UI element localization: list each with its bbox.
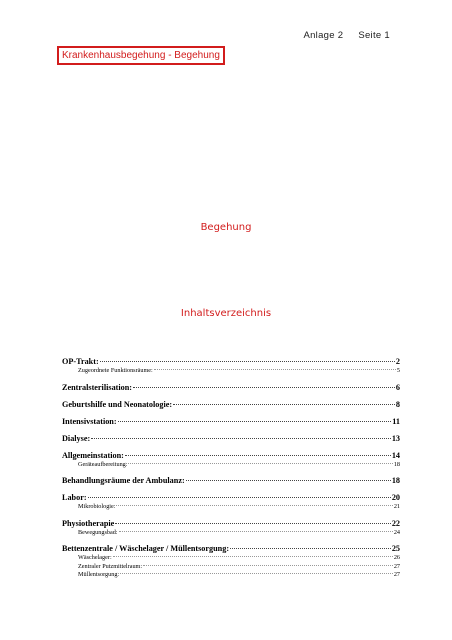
toc-subentry[interactable] bbox=[62, 554, 400, 563]
dot-leader bbox=[230, 548, 391, 549]
dot-leader bbox=[113, 556, 393, 557]
toc-entry[interactable] bbox=[62, 492, 400, 503]
toc-entry-title: Mikrobiologie: bbox=[78, 503, 116, 510]
toc-entry[interactable] bbox=[62, 399, 400, 410]
dot-leader bbox=[154, 369, 396, 370]
toc-entry[interactable] bbox=[62, 356, 400, 367]
toc-entry-page: 25 bbox=[391, 544, 400, 553]
toc-entry-title: Geburtshilfe und Neonatologie: bbox=[62, 399, 173, 409]
toc-entry-page: 27 bbox=[393, 571, 400, 578]
table-of-contents bbox=[62, 356, 400, 580]
toc-entry[interactable] bbox=[62, 518, 400, 529]
toc-entry-title: Labor: bbox=[62, 493, 87, 502]
page-number: Seite 1 bbox=[358, 30, 390, 41]
dot-leader bbox=[100, 361, 395, 362]
toc-subentry[interactable] bbox=[62, 461, 400, 470]
toc-entry-page: 24 bbox=[393, 528, 400, 536]
toc-subentry[interactable] bbox=[62, 571, 400, 580]
dot-leader bbox=[186, 480, 391, 481]
toc-entry[interactable] bbox=[62, 416, 400, 427]
toc-entry-title: Physiotherapie bbox=[62, 518, 115, 528]
toc-entry-title: Zugeordnete Funktionsräume: bbox=[78, 367, 153, 374]
dot-leader bbox=[118, 421, 392, 422]
toc-entry-page: 14 bbox=[391, 450, 400, 460]
toc-entry-title: Bewegungsbad: bbox=[78, 528, 118, 536]
toc-entry-title: Geräteaufbereitung: bbox=[78, 460, 128, 468]
toc-entry-title: Behandlungsräume der Ambulanz: bbox=[62, 476, 185, 485]
toc-entry-page: 5 bbox=[396, 367, 400, 374]
toc-subentry[interactable] bbox=[62, 503, 400, 512]
toc-entry-title: Müllentsorgung: bbox=[78, 571, 120, 578]
annex-label: Anlage 2 bbox=[303, 30, 344, 41]
toc-entry-page: 13 bbox=[391, 433, 400, 443]
toc-entry-page: 27 bbox=[393, 562, 400, 570]
toc-entry-page: 8 bbox=[395, 399, 400, 409]
toc-subentry[interactable] bbox=[62, 529, 400, 538]
toc-entry-page: 18 bbox=[393, 460, 400, 468]
dot-leader bbox=[119, 531, 393, 532]
toc-entry[interactable] bbox=[62, 382, 400, 393]
toc-entry[interactable] bbox=[62, 433, 400, 444]
dot-leader bbox=[133, 387, 395, 388]
toc-title: Inhaltsverzeichnis bbox=[180, 308, 272, 319]
dot-leader bbox=[88, 497, 391, 498]
toc-entry-title: Zentralsterilisation: bbox=[62, 382, 133, 392]
dot-leader bbox=[116, 505, 392, 506]
dot-leader bbox=[125, 455, 391, 456]
toc-subentry[interactable] bbox=[62, 563, 400, 572]
dot-leader bbox=[173, 404, 395, 405]
toc-entry-page: 11 bbox=[392, 416, 400, 426]
toc-entry-title: Wäschelager: bbox=[78, 554, 112, 561]
toc-entry-page: 20 bbox=[391, 493, 400, 502]
toc-entry[interactable] bbox=[62, 543, 400, 554]
toc-entry-title: Bettenzentrale / Wäschelager / Müllentsorgung: bbox=[62, 544, 230, 553]
dot-leader bbox=[128, 463, 392, 464]
dot-leader bbox=[115, 523, 391, 524]
toc-subentry[interactable] bbox=[62, 367, 400, 376]
toc-entry-page: 21 bbox=[393, 503, 400, 510]
document-label: Krankenhausbegehung - Begehung bbox=[57, 46, 225, 65]
toc-entry[interactable] bbox=[62, 475, 400, 486]
toc-entry-title: Dialyse: bbox=[62, 433, 91, 443]
page-header bbox=[303, 30, 390, 41]
toc-entry-page: 18 bbox=[391, 476, 400, 485]
toc-entry-title: Allgemeinstation: bbox=[62, 450, 124, 460]
dot-leader bbox=[143, 565, 393, 566]
toc-entry-page: 6 bbox=[395, 382, 400, 392]
toc-entry-title: OP-Trakt: bbox=[62, 357, 99, 366]
toc-entry-title: Intensivstation: bbox=[62, 416, 117, 426]
toc-entry-page: 26 bbox=[393, 554, 400, 561]
toc-entry[interactable] bbox=[62, 450, 400, 461]
toc-entry-title: Zentraler Putzmittelraum: bbox=[78, 562, 143, 570]
document-title: Begehung bbox=[200, 222, 252, 233]
toc-entry-page: 2 bbox=[395, 357, 400, 366]
dot-leader bbox=[120, 573, 393, 574]
toc-entry-page: 22 bbox=[391, 518, 400, 528]
dot-leader bbox=[91, 438, 391, 439]
